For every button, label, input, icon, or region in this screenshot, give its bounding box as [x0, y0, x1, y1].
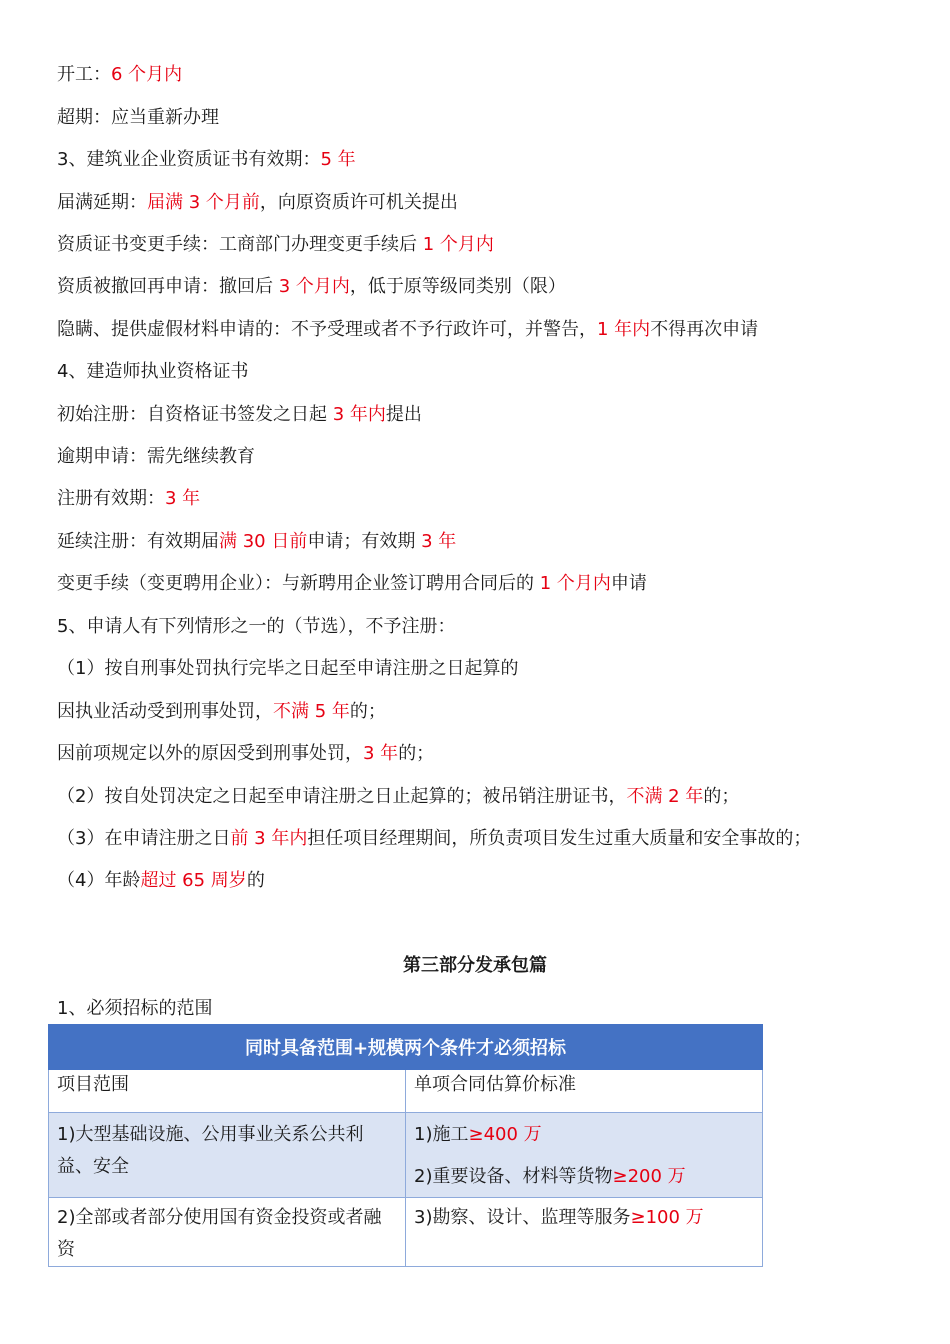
text-line: 延续注册：有效期届满 30 日前申请；有效期 3 年 — [57, 531, 457, 552]
subsection-heading: 1、必须招标的范围 — [57, 998, 213, 1019]
column-header-scope: 项目范围 — [49, 1070, 406, 1113]
heading-constructor: 4、建造师执业资格证书 — [57, 361, 249, 382]
section-title: 第三部分发承包篇 — [403, 955, 547, 976]
heading-no-registration: 5、申请人有下列情形之一的（节选），不予注册： — [57, 616, 456, 637]
text-line: 开工：6 个月内 — [57, 64, 183, 85]
text-line: 超期：应当重新办理 — [57, 107, 219, 128]
text-line: 隐瞒、提供虚假材料申请的：不予受理或者不予行政许可，并警告，1 年内不得再次申请 — [57, 319, 759, 340]
table-cell: 3)勘察、设计、监理等服务≥100 万 — [406, 1198, 763, 1267]
text-line: 因前项规定以外的原因受到刑事处罚，3 年的； — [57, 743, 435, 764]
text-line: （3）在申请注册之日前 3 年内担任项目经理期间，所负责项目发生过重大质量和安全事故的； — [57, 828, 812, 849]
text-line: （2）按自处罚决定之日起至申请注册之日止起算的；被吊销注册证书，不满 2 年的； — [57, 786, 740, 807]
table-cell: 1)施工≥400 万 2)重要设备、材料等货物≥200 万 — [406, 1113, 763, 1198]
column-header-standard: 单项合同估算价标准 — [406, 1070, 763, 1113]
table-header: 同时具备范围+规模两个条件才必须招标 — [49, 1025, 763, 1070]
table-cell: 2)全部或者部分使用国有资金投资或者融资 — [49, 1198, 406, 1267]
text-line: 因执业活动受到刑事处罚，不满 5 年的； — [57, 701, 386, 722]
table-row — [49, 1113, 763, 1198]
text-line: 注册有效期：3 年 — [57, 488, 201, 509]
table-cell: 1)大型基础设施、公用事业关系公共利益、安全 — [49, 1113, 406, 1198]
text-line: 资质被撤回再申请：撤回后 3 个月内，低于原等级同类别（限） — [57, 276, 566, 297]
text-line: 逾期申请：需先继续教育 — [57, 446, 255, 467]
bidding-scope-table — [48, 1024, 763, 1267]
heading-qualification: 3、建筑业企业资质证书有效期：5 年 — [57, 149, 356, 170]
text-line: （1）按自刑事处罚执行完毕之日起至申请注册之日起算的 — [57, 658, 519, 679]
table-row — [49, 1198, 763, 1267]
text-line: 变更手续（变更聘用企业）：与新聘用企业签订聘用合同后的 1 个月内申请 — [57, 573, 647, 594]
text-line: （4）年龄超过 65 周岁的 — [57, 870, 265, 891]
text-line: 届满延期：届满 3 个月前，向原资质许可机关提出 — [57, 192, 458, 213]
text-line: 初始注册：自资格证书签发之日起 3 年内提出 — [57, 404, 422, 425]
text-line: 资质证书变更手续：工商部门办理变更手续后 1 个月内 — [57, 234, 494, 255]
